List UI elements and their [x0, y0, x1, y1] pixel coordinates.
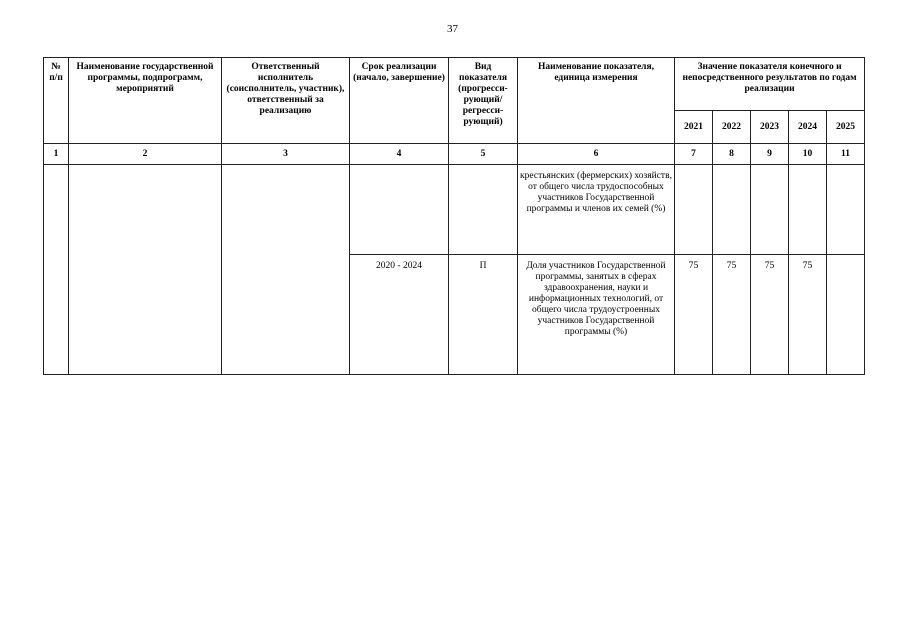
- column-number: 7: [675, 144, 713, 165]
- column-number: 3: [222, 144, 350, 165]
- cell-indicator-type: П: [449, 255, 518, 375]
- cell-value-2025: [827, 165, 865, 255]
- column-number: 1: [44, 144, 69, 165]
- cell-value-2024: [789, 165, 827, 255]
- cell-value-2023: [751, 165, 789, 255]
- header-indicator-type: Вид показателя (прогресси-рующий/ регресси-рующий): [449, 58, 518, 144]
- column-number: 6: [518, 144, 675, 165]
- column-number: 2: [69, 144, 222, 165]
- cell-value-2024: 75: [789, 255, 827, 375]
- header-year-2022: 2022: [713, 111, 751, 144]
- cell-value-2021: 75: [675, 255, 713, 375]
- header-indicator-values: Значение показателя конечного и непосредственного результатов по годам реализации: [675, 58, 865, 111]
- column-number: 4: [350, 144, 449, 165]
- header-year-2024: 2024: [789, 111, 827, 144]
- column-number: 8: [713, 144, 751, 165]
- column-number: 9: [751, 144, 789, 165]
- cell-indicator-name: крестьянских (фермерских) хозяйств, от общего числа трудоспособных участников Государственной программы и членов их семей (%): [518, 165, 675, 255]
- header-year-2025: 2025: [827, 111, 865, 144]
- header-year-2023: 2023: [751, 111, 789, 144]
- table-row: [44, 165, 865, 255]
- page-number: 37: [447, 23, 458, 35]
- column-number: 11: [827, 144, 865, 165]
- header-indicator-name: Наименование показателя, единица измерения: [518, 58, 675, 144]
- cell-responsible: [222, 165, 350, 375]
- cell-value-2022: 75: [713, 255, 751, 375]
- column-number: 5: [449, 144, 518, 165]
- header-number: № п/п: [44, 58, 69, 144]
- column-number: 10: [789, 144, 827, 165]
- cell-value-2021: [675, 165, 713, 255]
- cell-indicator-name: Доля участников Государственной программы, занятых в сферах здравоохранения, науки и информационных технологий, от общего числа трудоустроенных участников Государственной программы (%): [518, 255, 675, 375]
- cell-program-name: [69, 165, 222, 375]
- cell-value-2023: 75: [751, 255, 789, 375]
- cell-indicator-type: [449, 165, 518, 255]
- cell-number: [44, 165, 69, 375]
- header-year-2021: 2021: [675, 111, 713, 144]
- cell-value-2025: [827, 255, 865, 375]
- cell-value-2022: [713, 165, 751, 255]
- header-term: Срок реализации (начало, завершение): [350, 58, 449, 144]
- indicator-table: [43, 57, 865, 375]
- header-program-name: Наименование государственной программы, подпрограмм, мероприятий: [69, 58, 222, 144]
- header-responsible: Ответственный исполнитель (соисполнитель, участник), ответственный за реализацию: [222, 58, 350, 144]
- cell-term: [350, 165, 449, 255]
- cell-term: 2020 - 2024: [350, 255, 449, 375]
